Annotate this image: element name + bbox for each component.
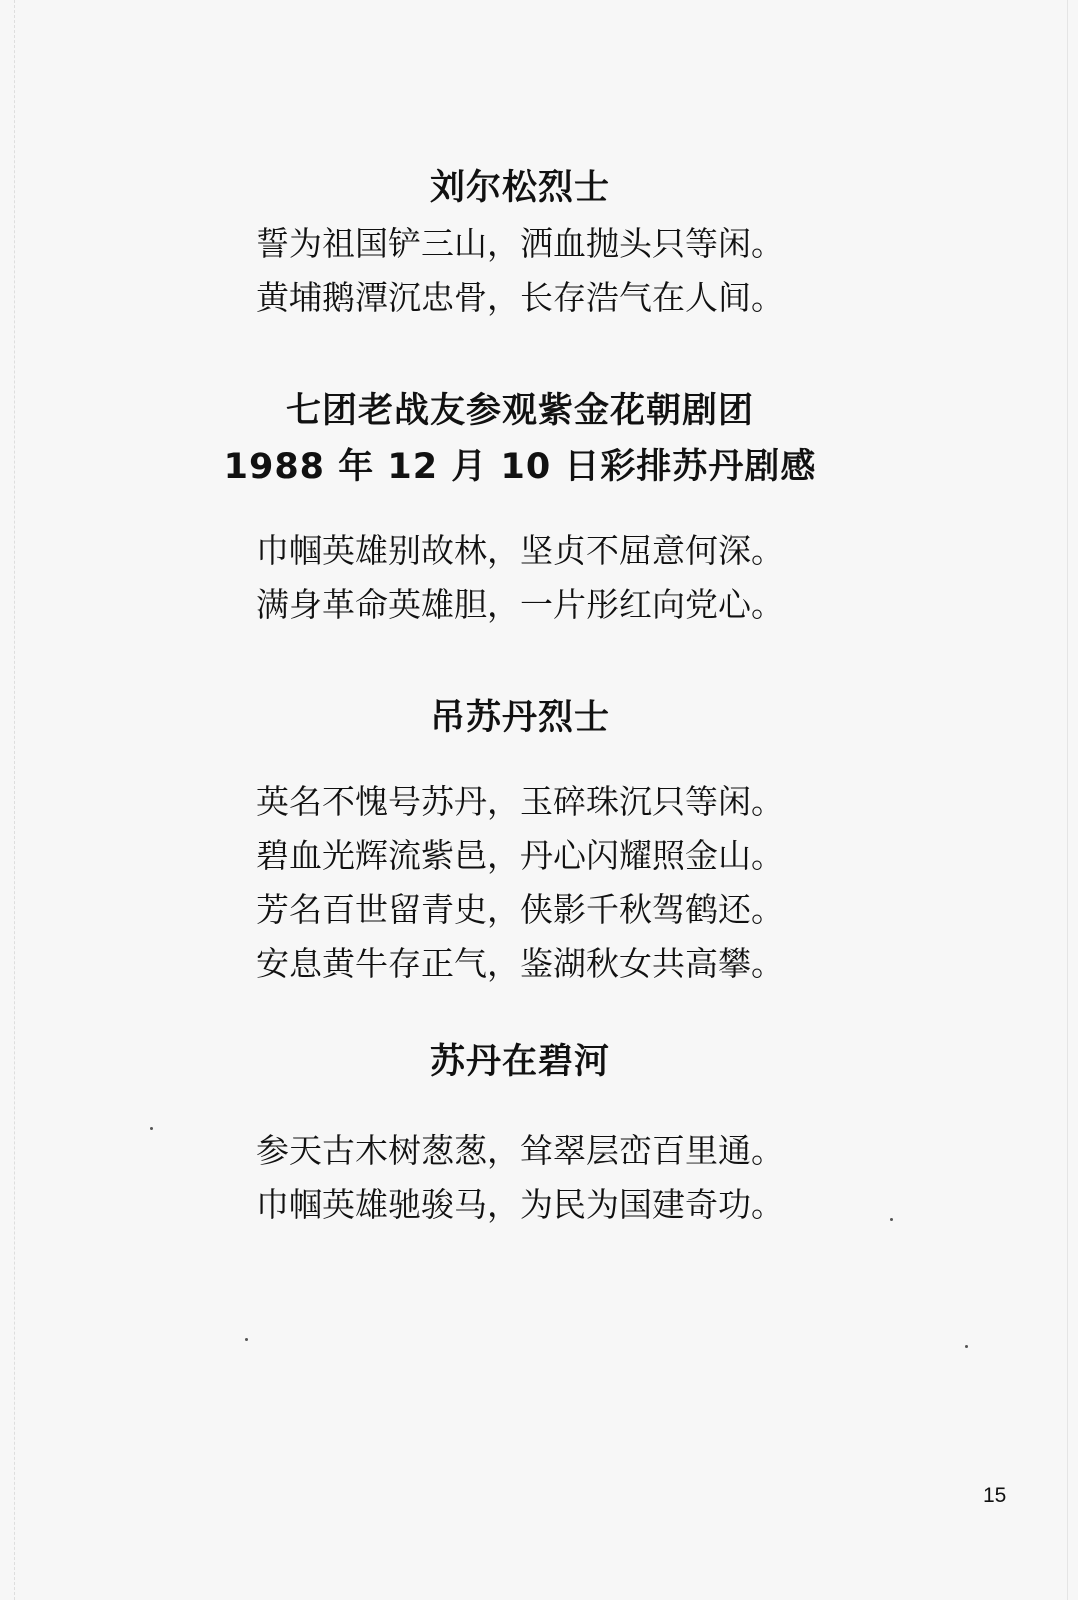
poem-line: 碧血光辉流紫邑，丹心闪耀照金山。: [256, 836, 784, 875]
poem-title: [0, 162, 1040, 214]
poem-title-line: 苏丹在碧河: [429, 1042, 610, 1082]
poem-line: 巾帼英雄别故林，坚贞不屈意何深。: [256, 531, 784, 570]
poem-body: [0, 524, 1040, 632]
page-number: 15: [983, 1484, 1007, 1507]
poem-title-line: 刘尔松烈士: [429, 168, 610, 208]
poem-line: 巾帼英雄驰骏马，为民为国建奇功。: [256, 1185, 784, 1224]
poem-line: 安息黄牛存正气，鉴湖秋女共高攀。: [256, 944, 784, 983]
poem-title: [0, 1036, 1040, 1088]
poem-line: 黄埔鹅潭沉忠骨，长存浩气在人间。: [256, 278, 784, 317]
poem-body: [0, 1124, 1040, 1232]
poem-title: [0, 692, 1040, 744]
poem-title-line: 七团老战友参观紫金花朝剧团: [285, 391, 754, 431]
poem-line: 参天古木树葱葱，耸翠层峦百里通。: [256, 1131, 784, 1170]
poem-title: [0, 385, 1040, 493]
scan-speck: [150, 1127, 153, 1130]
scan-speck: [245, 1338, 248, 1341]
poem-title-line: 吊苏丹烈士: [429, 698, 610, 738]
poem-line: 芳名百世留青史，侠影千秋驾鹤还。: [256, 890, 784, 929]
scan-speck: [965, 1345, 968, 1348]
scan-edge-right: [1067, 0, 1078, 1600]
poem-title-line: 1988 年 12 月 10 日彩排苏丹剧感: [223, 447, 817, 487]
poem-line: 誓为祖国铲三山，洒血抛头只等闲。: [256, 224, 784, 263]
poem-body: [0, 775, 1040, 991]
poem-line: 英名不愧号苏丹，玉碎珠沉只等闲。: [256, 782, 784, 821]
poem-body: [0, 217, 1040, 325]
scan-speck: [890, 1218, 893, 1221]
poem-line: 满身革命英雄胆，一片彤红向党心。: [256, 585, 784, 624]
